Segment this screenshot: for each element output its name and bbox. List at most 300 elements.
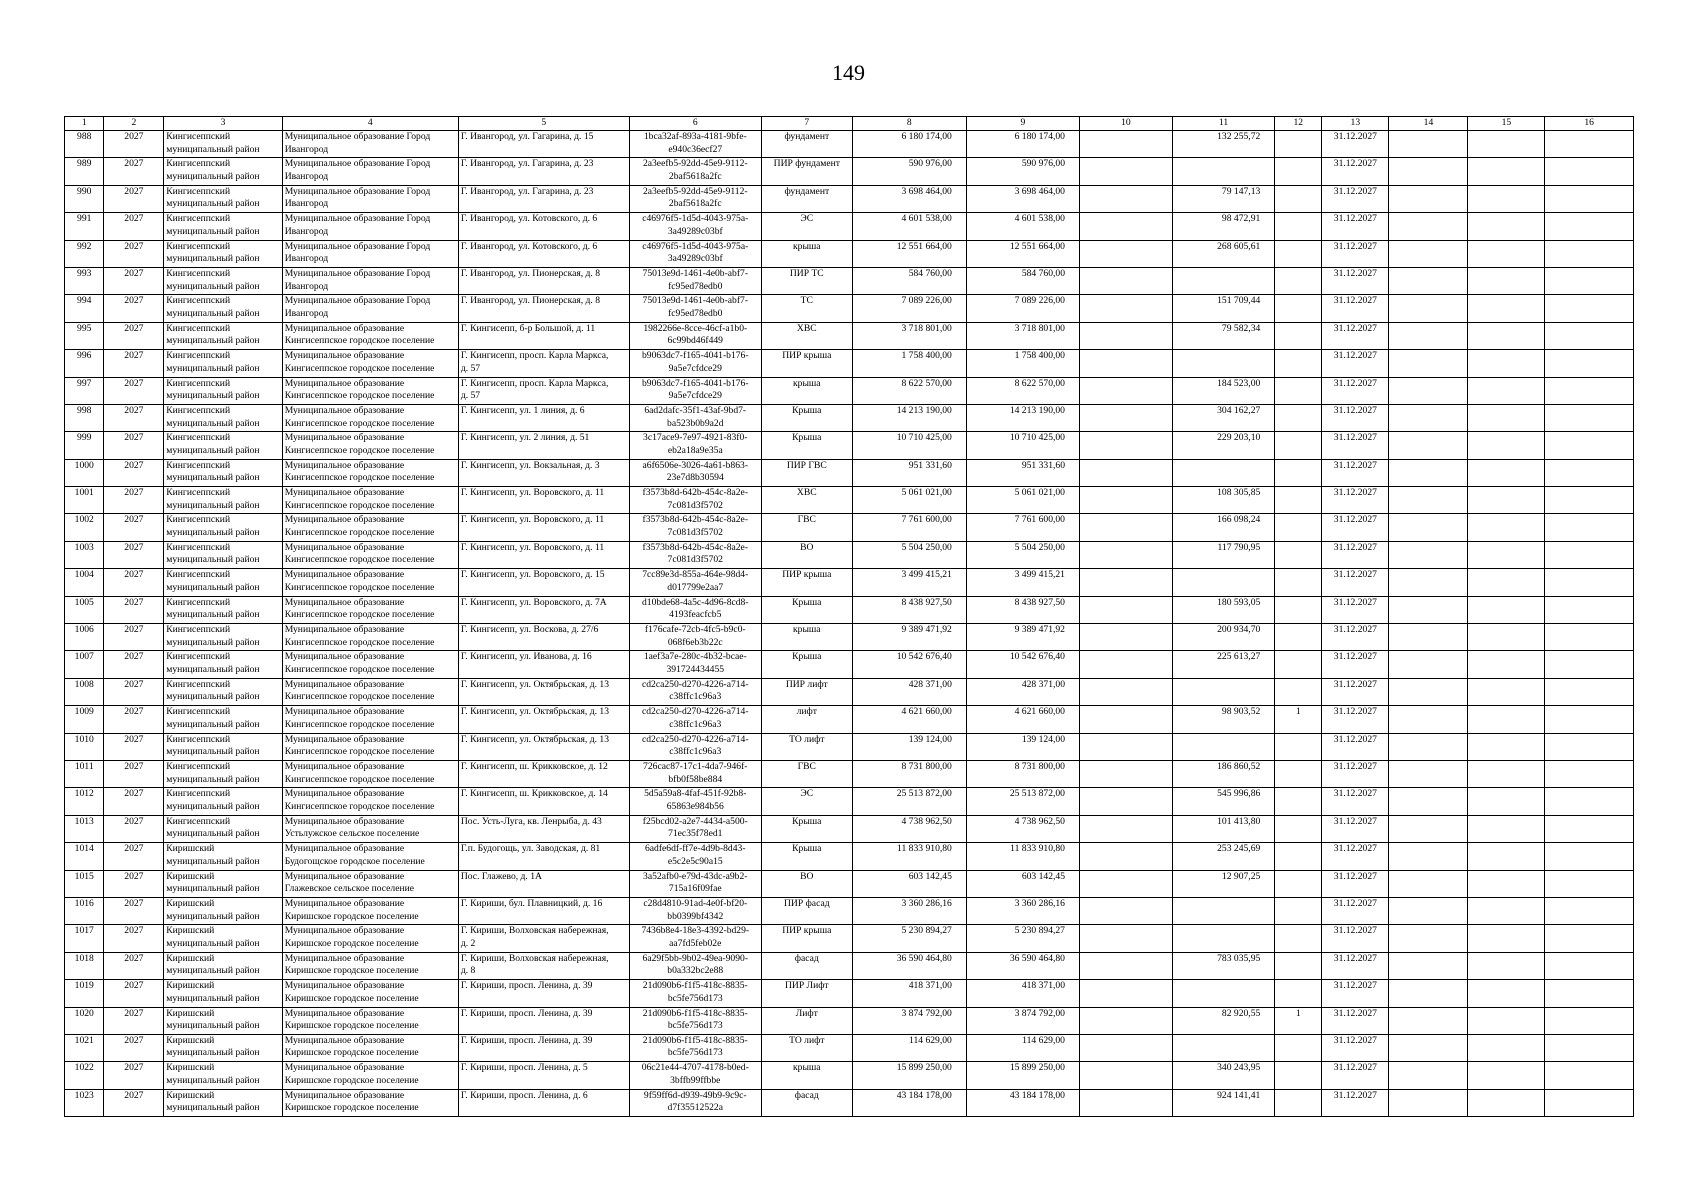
district-cell	[164, 295, 282, 322]
address-cell	[458, 569, 629, 596]
address-cell-line: Г. Кингисепп, ул. Октябрьская, д. 13	[460, 706, 609, 718]
column-11-cell: 151 709,44	[1172, 295, 1274, 322]
date-cell: 31.12.2027	[1322, 432, 1389, 459]
column-11-cell: 304 162,27	[1172, 404, 1274, 431]
column-10-cell	[1079, 624, 1172, 651]
guid-cell-line: 2baf5618a2fc	[668, 198, 722, 210]
row-number-cell: 1016	[65, 897, 104, 924]
cost-fund-cell: 114 629,00	[966, 1034, 1079, 1061]
district-cell-line: Кингисеппский	[166, 131, 231, 142]
address-cell	[458, 952, 629, 979]
table-row	[65, 1089, 1634, 1116]
table-row	[65, 213, 1634, 240]
district-cell-line: Кингисеппский	[166, 624, 231, 636]
column-number-11: 11	[1172, 117, 1274, 131]
year-cell: 2027	[104, 815, 164, 842]
work-type-cell: ЭС	[761, 213, 852, 240]
row-number-cell: 1011	[65, 760, 104, 787]
table-row	[65, 815, 1634, 842]
column-14-cell	[1389, 706, 1468, 733]
column-12-cell	[1275, 870, 1322, 897]
address-cell-line: Г. Ивангород, ул. Гагарина, д. 23	[460, 158, 594, 170]
row-number-cell: 1012	[65, 788, 104, 815]
column-10-cell	[1079, 596, 1172, 623]
work-type-cell: ТО лифт	[761, 1034, 852, 1061]
column-14-cell	[1389, 624, 1468, 651]
work-type-cell: ПИР лифт	[761, 678, 852, 705]
municipality-cell	[282, 651, 458, 678]
column-11-cell: 186 860,52	[1172, 760, 1274, 787]
date-cell: 31.12.2027	[1322, 870, 1389, 897]
municipality-cell-line: Муниципальное образование	[284, 377, 405, 389]
municipality-cell-line: Кингисеппское городское поселение	[284, 636, 435, 648]
guid-cell	[629, 487, 761, 514]
guid-cell-line: cd2ca250-d270-4226-a714-	[641, 733, 749, 745]
guid-cell-line: 715a16f09fae	[668, 883, 722, 895]
guid-cell-line: 2a3eefb5-92dd-45e9-9112-	[642, 185, 748, 197]
district-cell-line: муниципальный район	[166, 554, 260, 566]
date-cell: 31.12.2027	[1322, 350, 1389, 377]
cost-total-cell: 15 899 250,00	[852, 1062, 966, 1089]
column-15-cell	[1468, 185, 1545, 212]
work-type-cell: фасад	[761, 952, 852, 979]
guid-cell-line: c38ffc1c96a3	[669, 746, 722, 758]
district-cell-line: Кингисеппский	[166, 706, 231, 718]
cost-fund-cell: 43 184 178,00	[966, 1089, 1079, 1116]
address-cell	[458, 541, 629, 568]
district-cell-line: Киришский	[166, 1062, 215, 1074]
work-type-cell: ХВС	[761, 487, 852, 514]
address-cell-line: Г. Кириши, просп. Ленина, д. 5	[460, 1062, 588, 1074]
district-cell-line: муниципальный район	[166, 800, 260, 812]
row-number-cell: 1010	[65, 733, 104, 760]
year-cell: 2027	[104, 158, 164, 185]
cost-total-cell: 3 874 792,00	[852, 1007, 966, 1034]
cost-fund-cell: 8 622 570,00	[966, 377, 1079, 404]
row-number-cell: 989	[65, 158, 104, 185]
guid-cell-line: bc5fe756d173	[667, 1047, 723, 1059]
column-16-cell	[1545, 843, 1634, 870]
guid-cell	[629, 843, 761, 870]
address-cell-line: Г. Кингисепп, ул. Воровского, д. 11	[460, 514, 605, 526]
guid-cell-line: bb0399bf4342	[667, 910, 724, 922]
table-row	[65, 651, 1634, 678]
district-cell-line: муниципальный район	[166, 253, 260, 265]
column-16-cell	[1545, 404, 1634, 431]
column-12-cell	[1275, 897, 1322, 924]
column-12-cell	[1275, 267, 1322, 294]
row-number-cell: 994	[65, 295, 104, 322]
municipality-cell-line: Муниципальное образование Город	[284, 185, 431, 197]
address-cell	[458, 897, 629, 924]
column-12-cell	[1275, 678, 1322, 705]
row-number-cell: 1008	[65, 678, 104, 705]
work-type-cell: ВО	[761, 870, 852, 897]
guid-cell-line: cd2ca250-d270-4226-a714-	[641, 706, 749, 718]
column-10-cell	[1079, 1034, 1172, 1061]
guid-cell-line: 75013e9d-1461-4e0b-abf7-	[642, 267, 749, 279]
column-11-cell	[1172, 267, 1274, 294]
column-14-cell	[1389, 267, 1468, 294]
cost-fund-cell: 12 551 664,00	[966, 240, 1079, 267]
row-number-cell: 1020	[65, 1007, 104, 1034]
address-cell-line: Г. Кингисепп, просп. Карла Маркса,	[460, 350, 609, 362]
column-14-cell	[1389, 815, 1468, 842]
address-cell	[458, 815, 629, 842]
date-cell: 31.12.2027	[1322, 131, 1389, 158]
address-cell-line: Г. Кириши, Волховская набережная,	[460, 925, 609, 937]
municipality-cell	[282, 952, 458, 979]
column-15-cell	[1468, 432, 1545, 459]
guid-cell	[629, 432, 761, 459]
district-cell-line: Кингисеппский	[166, 432, 231, 444]
date-cell: 31.12.2027	[1322, 815, 1389, 842]
district-cell-line: Кингисеппский	[166, 596, 231, 608]
year-cell: 2027	[104, 185, 164, 212]
date-cell: 31.12.2027	[1322, 569, 1389, 596]
column-10-cell	[1079, 432, 1172, 459]
column-12-cell	[1275, 295, 1322, 322]
municipality-cell	[282, 131, 458, 158]
guid-cell-line: 3a49289c03bf	[667, 253, 723, 265]
guid-cell-line: cd2ca250-d270-4226-a714-	[641, 678, 749, 690]
municipality-cell-line: Кингисеппское городское поселение	[284, 444, 435, 456]
guid-cell-line: 21d090b6-f1f5-418c-8835-	[642, 1034, 748, 1046]
year-cell: 2027	[104, 624, 164, 651]
district-cell-line: муниципальный район	[166, 609, 260, 621]
column-11-cell: 180 593,05	[1172, 596, 1274, 623]
district-cell	[164, 1007, 282, 1034]
year-cell: 2027	[104, 706, 164, 733]
column-11-cell: 924 141,41	[1172, 1089, 1274, 1116]
year-cell: 2027	[104, 350, 164, 377]
district-cell-line: муниципальный район	[166, 1047, 260, 1059]
work-type-cell: фасад	[761, 1089, 852, 1116]
district-cell-line: муниципальный район	[166, 225, 260, 237]
district-cell-line: Киришский	[166, 843, 215, 855]
column-12-cell	[1275, 350, 1322, 377]
column-number-2: 2	[104, 117, 164, 131]
row-number-cell: 1001	[65, 487, 104, 514]
guid-cell	[629, 815, 761, 842]
municipality-cell-line: Ивангород	[284, 280, 329, 292]
year-cell: 2027	[104, 487, 164, 514]
column-15-cell	[1468, 350, 1545, 377]
column-12-cell	[1275, 733, 1322, 760]
municipality-cell-line: Муниципальное образование	[284, 897, 405, 909]
cost-total-cell: 1 758 400,00	[852, 350, 966, 377]
column-12-cell	[1275, 624, 1322, 651]
guid-cell-line: 9a5e7cfdce29	[668, 362, 722, 374]
year-cell: 2027	[104, 240, 164, 267]
municipality-cell	[282, 733, 458, 760]
column-14-cell	[1389, 870, 1468, 897]
municipality-cell	[282, 1062, 458, 1089]
column-12-cell	[1275, 815, 1322, 842]
guid-cell-line: f25bcd02-a2e7-4434-a500-	[642, 815, 748, 827]
column-16-cell	[1545, 432, 1634, 459]
cost-total-cell: 8 622 570,00	[852, 377, 966, 404]
municipality-cell-line: Муниципальное образование	[284, 733, 405, 745]
guid-cell	[629, 1007, 761, 1034]
column-12-cell	[1275, 487, 1322, 514]
year-cell: 2027	[104, 404, 164, 431]
table-row	[65, 185, 1634, 212]
district-cell	[164, 870, 282, 897]
cost-fund-cell: 10 710 425,00	[966, 432, 1079, 459]
district-cell-line: муниципальный район	[166, 828, 260, 840]
year-cell: 2027	[104, 322, 164, 349]
column-16-cell	[1545, 651, 1634, 678]
year-cell: 2027	[104, 131, 164, 158]
column-15-cell	[1468, 377, 1545, 404]
district-cell	[164, 432, 282, 459]
district-cell-line: Кингисеппский	[166, 541, 231, 553]
table-row	[65, 514, 1634, 541]
address-cell	[458, 843, 629, 870]
column-14-cell	[1389, 377, 1468, 404]
row-number-cell: 996	[65, 350, 104, 377]
column-15-cell	[1468, 788, 1545, 815]
date-cell: 31.12.2027	[1322, 624, 1389, 651]
district-cell-line: Кингисеппский	[166, 185, 231, 197]
municipality-cell	[282, 815, 458, 842]
table-row	[65, 678, 1634, 705]
municipality-cell-line: Киришское городское поселение	[284, 1020, 419, 1032]
cost-fund-cell: 5 504 250,00	[966, 541, 1079, 568]
work-type-cell: Лифт	[761, 1007, 852, 1034]
column-16-cell	[1545, 185, 1634, 212]
column-15-cell	[1468, 733, 1545, 760]
column-16-cell	[1545, 760, 1634, 787]
column-number-row	[65, 117, 1634, 131]
municipality-cell-line: Муниципальное образование	[284, 514, 405, 526]
municipality-cell-line: Ивангород	[284, 225, 329, 237]
municipality-cell	[282, 870, 458, 897]
year-cell: 2027	[104, 432, 164, 459]
year-cell: 2027	[104, 541, 164, 568]
district-cell-line: Кингисеппский	[166, 651, 231, 663]
municipality-cell	[282, 487, 458, 514]
date-cell: 31.12.2027	[1322, 377, 1389, 404]
row-number-cell: 1018	[65, 952, 104, 979]
column-11-cell: 545 996,86	[1172, 788, 1274, 815]
municipality-cell-line: Киришское городское поселение	[284, 910, 419, 922]
district-cell-line: Кингисеппский	[166, 267, 231, 279]
guid-cell-line: d7f35512522a	[667, 1102, 723, 1114]
column-16-cell	[1545, 897, 1634, 924]
district-cell	[164, 487, 282, 514]
column-11-cell	[1172, 925, 1274, 952]
column-14-cell	[1389, 213, 1468, 240]
column-14-cell	[1389, 1007, 1468, 1034]
district-cell-line: Кингисеппский	[166, 760, 231, 772]
work-type-cell: Крыша	[761, 404, 852, 431]
work-type-cell: ПИР фундамент	[761, 158, 852, 185]
page-number: 149	[832, 60, 865, 85]
cost-fund-cell: 3 874 792,00	[966, 1007, 1079, 1034]
row-number-cell: 1003	[65, 541, 104, 568]
guid-cell	[629, 760, 761, 787]
guid-cell-line: c28d4810-91ad-4e0f-bf20-	[643, 897, 748, 909]
table-row	[65, 131, 1634, 158]
district-cell-line: Кингисеппский	[166, 404, 231, 416]
district-cell	[164, 624, 282, 651]
column-10-cell	[1079, 213, 1172, 240]
municipality-cell-line: Муниципальное образование	[284, 432, 405, 444]
district-cell	[164, 1089, 282, 1116]
registry-table	[64, 116, 1634, 1117]
column-10-cell	[1079, 459, 1172, 486]
municipality-cell	[282, 1034, 458, 1061]
district-cell	[164, 322, 282, 349]
guid-cell-line: 21d090b6-f1f5-418c-8835-	[642, 1007, 748, 1019]
address-cell-line: Г. Ивангород, ул. Пионерская, д. 8	[460, 295, 601, 307]
address-cell-line: Г. Ивангород, ул. Гагарина, д. 23	[460, 185, 594, 197]
table-row	[65, 952, 1634, 979]
municipality-cell-line: Кингисеппское городское поселение	[284, 472, 435, 484]
date-cell: 31.12.2027	[1322, 733, 1389, 760]
guid-cell-line: 71ec35f78ed1	[668, 828, 723, 840]
cost-total-cell: 8 438 927,50	[852, 596, 966, 623]
district-cell	[164, 1062, 282, 1089]
column-16-cell	[1545, 815, 1634, 842]
guid-cell-line: 75013e9d-1461-4e0b-abf7-	[642, 295, 749, 307]
cost-total-cell: 6 180 174,00	[852, 131, 966, 158]
cost-total-cell: 7 761 600,00	[852, 514, 966, 541]
date-cell: 31.12.2027	[1322, 322, 1389, 349]
cost-fund-cell: 3 698 464,00	[966, 185, 1079, 212]
municipality-cell	[282, 980, 458, 1007]
column-12-cell	[1275, 377, 1322, 404]
table-row	[65, 843, 1634, 870]
table-row	[65, 624, 1634, 651]
column-14-cell	[1389, 1062, 1468, 1089]
column-15-cell	[1468, 487, 1545, 514]
column-14-cell	[1389, 843, 1468, 870]
work-type-cell: Крыша	[761, 651, 852, 678]
table-row	[65, 706, 1634, 733]
municipality-cell-line: Муниципальное образование	[284, 651, 405, 663]
municipality-cell	[282, 514, 458, 541]
column-14-cell	[1389, 952, 1468, 979]
municipality-cell-line: Муниципальное образование	[284, 350, 405, 362]
municipality-cell-line: Киришское городское поселение	[284, 1074, 419, 1086]
column-15-cell	[1468, 322, 1545, 349]
guid-cell	[629, 240, 761, 267]
district-cell-line: Кингисеппский	[166, 322, 231, 334]
cost-fund-cell: 7 089 226,00	[966, 295, 1079, 322]
column-number-3: 3	[164, 117, 282, 131]
municipality-cell-line: Кингисеппское городское поселение	[284, 335, 435, 347]
column-14-cell	[1389, 131, 1468, 158]
column-12-cell	[1275, 788, 1322, 815]
address-cell-line: Г.п. Будогощь, ул. Заводская, д. 81	[460, 843, 601, 855]
cost-total-cell: 7 089 226,00	[852, 295, 966, 322]
table-row	[65, 1007, 1634, 1034]
cost-total-cell: 603 142,45	[852, 870, 966, 897]
year-cell: 2027	[104, 925, 164, 952]
column-15-cell	[1468, 624, 1545, 651]
guid-cell	[629, 131, 761, 158]
year-cell: 2027	[104, 569, 164, 596]
column-11-cell: 82 920,55	[1172, 1007, 1274, 1034]
address-cell-line: Г. Кириши, бул. Плавницкий, д. 16	[460, 897, 603, 909]
municipality-cell	[282, 596, 458, 623]
date-cell: 31.12.2027	[1322, 651, 1389, 678]
column-16-cell	[1545, 322, 1634, 349]
cost-total-cell: 584 760,00	[852, 267, 966, 294]
address-cell	[458, 131, 629, 158]
district-cell	[164, 404, 282, 431]
column-10-cell	[1079, 788, 1172, 815]
column-16-cell	[1545, 213, 1634, 240]
year-cell: 2027	[104, 1062, 164, 1089]
date-cell: 31.12.2027	[1322, 404, 1389, 431]
municipality-cell	[282, 185, 458, 212]
column-14-cell	[1389, 240, 1468, 267]
municipality-cell-line: Кингисеппское городское поселение	[284, 417, 435, 429]
district-cell-line: муниципальный район	[166, 664, 260, 676]
address-cell	[458, 1089, 629, 1116]
address-cell-line: Г. Кингисепп, ул. Воровского, д. 11	[460, 541, 605, 553]
cost-total-cell: 25 513 872,00	[852, 788, 966, 815]
municipality-cell-line: Киришское городское поселение	[284, 937, 419, 949]
column-11-cell: 340 243,95	[1172, 1062, 1274, 1089]
row-number-cell: 991	[65, 213, 104, 240]
work-type-cell: крыша	[761, 377, 852, 404]
address-cell	[458, 432, 629, 459]
district-cell	[164, 350, 282, 377]
cost-fund-cell: 8 731 800,00	[966, 760, 1079, 787]
guid-cell-line: 7c081d3f5702	[667, 527, 723, 539]
guid-cell	[629, 377, 761, 404]
row-number-cell: 1023	[65, 1089, 104, 1116]
district-cell	[164, 596, 282, 623]
column-15-cell	[1468, 952, 1545, 979]
row-number-cell: 1007	[65, 651, 104, 678]
column-14-cell	[1389, 487, 1468, 514]
column-16-cell	[1545, 459, 1634, 486]
column-16-cell	[1545, 377, 1634, 404]
column-16-cell	[1545, 788, 1634, 815]
municipality-cell-line: Муниципальное образование	[284, 459, 405, 471]
guid-cell	[629, 624, 761, 651]
district-cell-line: муниципальный район	[166, 937, 260, 949]
municipality-cell-line: Кингисеппское городское поселение	[284, 581, 435, 593]
column-16-cell	[1545, 1007, 1634, 1034]
column-number-5: 5	[458, 117, 629, 131]
cost-fund-cell: 14 213 190,00	[966, 404, 1079, 431]
guid-cell-line: 9a5e7cfdce29	[668, 390, 722, 402]
municipality-cell	[282, 788, 458, 815]
work-type-cell: ТС	[761, 295, 852, 322]
column-16-cell	[1545, 487, 1634, 514]
column-12-cell	[1275, 596, 1322, 623]
cost-fund-cell: 25 513 872,00	[966, 788, 1079, 815]
work-type-cell: лифт	[761, 706, 852, 733]
row-number-cell: 993	[65, 267, 104, 294]
work-type-cell: ХВС	[761, 322, 852, 349]
guid-cell	[629, 404, 761, 431]
column-14-cell	[1389, 733, 1468, 760]
column-15-cell	[1468, 870, 1545, 897]
work-type-cell: крыша	[761, 240, 852, 267]
date-cell: 31.12.2027	[1322, 897, 1389, 924]
year-cell: 2027	[104, 596, 164, 623]
column-11-cell	[1172, 350, 1274, 377]
district-cell-line: муниципальный район	[166, 718, 260, 730]
